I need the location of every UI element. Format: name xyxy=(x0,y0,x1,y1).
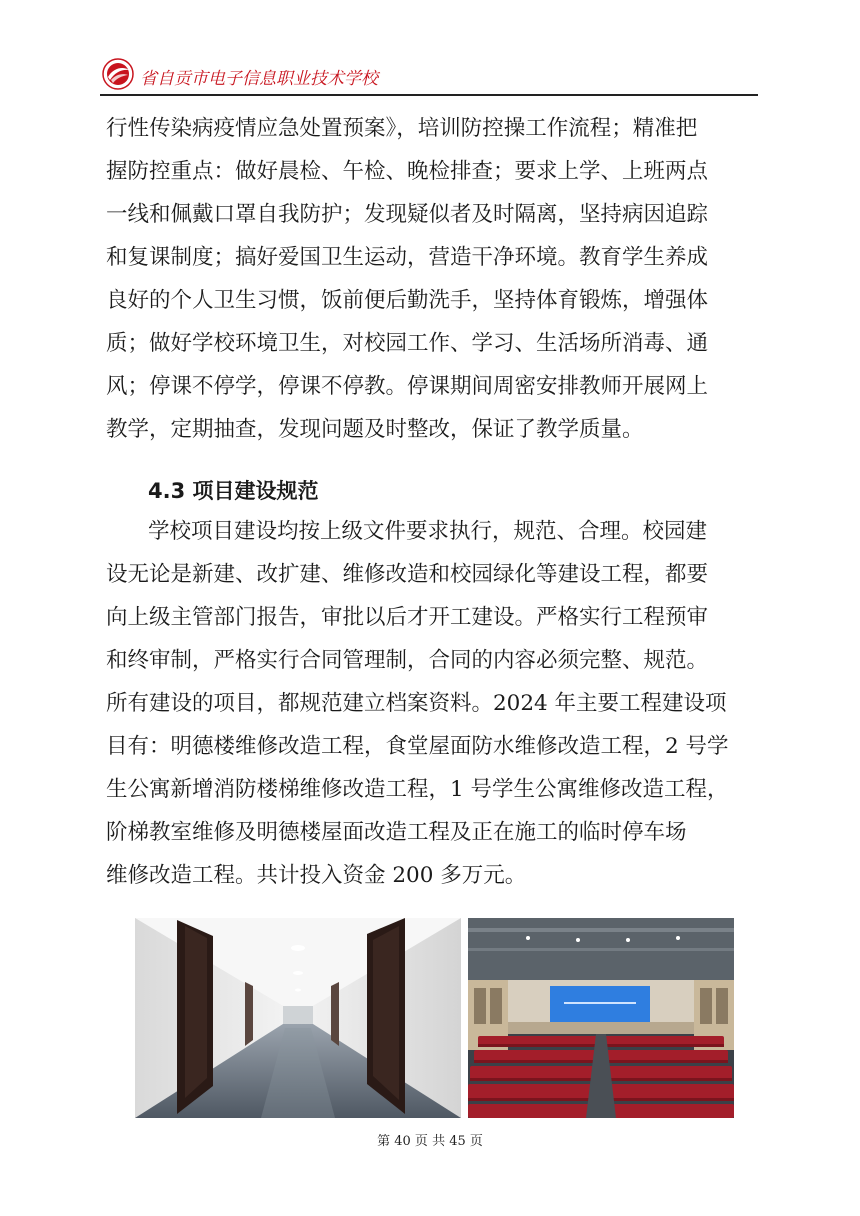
paragraph-line: 和终审制，严格实行合同管理制，合同的内容必须完整、规范。 xyxy=(106,648,709,673)
paragraph-line: 向上级主管部门报告，审批以后才开工建设。严格实行工程预审 xyxy=(106,605,709,630)
corridor-photo xyxy=(135,918,461,1118)
school-emblem-icon xyxy=(102,58,134,90)
paragraph-line: 质；做好学校环境卫生，对校园工作、学习、生活场所消毒、通 xyxy=(106,331,709,356)
paragraph-line: 行性传染病疫情应急处置预案》，培训防控操工作流程；精准把 xyxy=(106,116,698,141)
school-name: 省自贡市电子信息职业技术学校 xyxy=(140,69,378,89)
paragraph-line: 风；停课不停学，停课不停教。停课期间周密安排教师开展网上 xyxy=(106,374,709,399)
paragraph-line: 设无论是新建、改扩建、维修改造和校园绿化等建设工程，都要 xyxy=(106,562,709,587)
paragraph-line: 生公寓新增消防楼梯维修改造工程，1 号学生公寓维修改造工程， xyxy=(106,777,729,802)
auditorium-photo-icon xyxy=(468,918,734,1118)
paragraph-line: 教学，定期抽查，发现问题及时整改，保证了教学质量。 xyxy=(106,417,644,442)
paragraph-line: 一线和佩戴口罩自我防护；发现疑似者及时隔离，坚持病因追踪 xyxy=(106,202,709,227)
page-header xyxy=(100,56,758,96)
paragraph-line: 和复课制度；搞好爱国卫生运动，营造干净环境。教育学生养成 xyxy=(106,245,709,270)
paragraph-line: 阶梯教室维修及明德楼屋面改造工程及正在施工的临时停车场 xyxy=(106,820,687,845)
paragraph-line: 维修改造工程。共计投入资金 200 多万元。 xyxy=(106,863,527,888)
paragraph-line: 所有建设的项目，都规范建立档案资料。2024 年主要工程建设项 xyxy=(106,691,727,716)
corridor-photo-icon xyxy=(135,918,461,1118)
paragraph-line: 良好的个人卫生习惯，饭前便后勤洗手，坚持体育锻炼，增强体 xyxy=(106,288,709,313)
paragraph-line: 握防控重点：做好晨检、午检、晚检排查；要求上学、上班两点 xyxy=(106,159,709,184)
auditorium-photo xyxy=(468,918,734,1118)
page-footer: 第 40 页 共 45 页 xyxy=(377,1134,483,1149)
paragraph-line: 学校项目建设均按上级文件要求执行，规范、合理。校园建 xyxy=(148,519,708,544)
paragraph-line: 目有：明德楼维修改造工程，食堂屋面防水维修改造工程，2 号学 xyxy=(106,734,729,759)
section-heading: 4.3 项目建设规范 xyxy=(148,479,319,503)
